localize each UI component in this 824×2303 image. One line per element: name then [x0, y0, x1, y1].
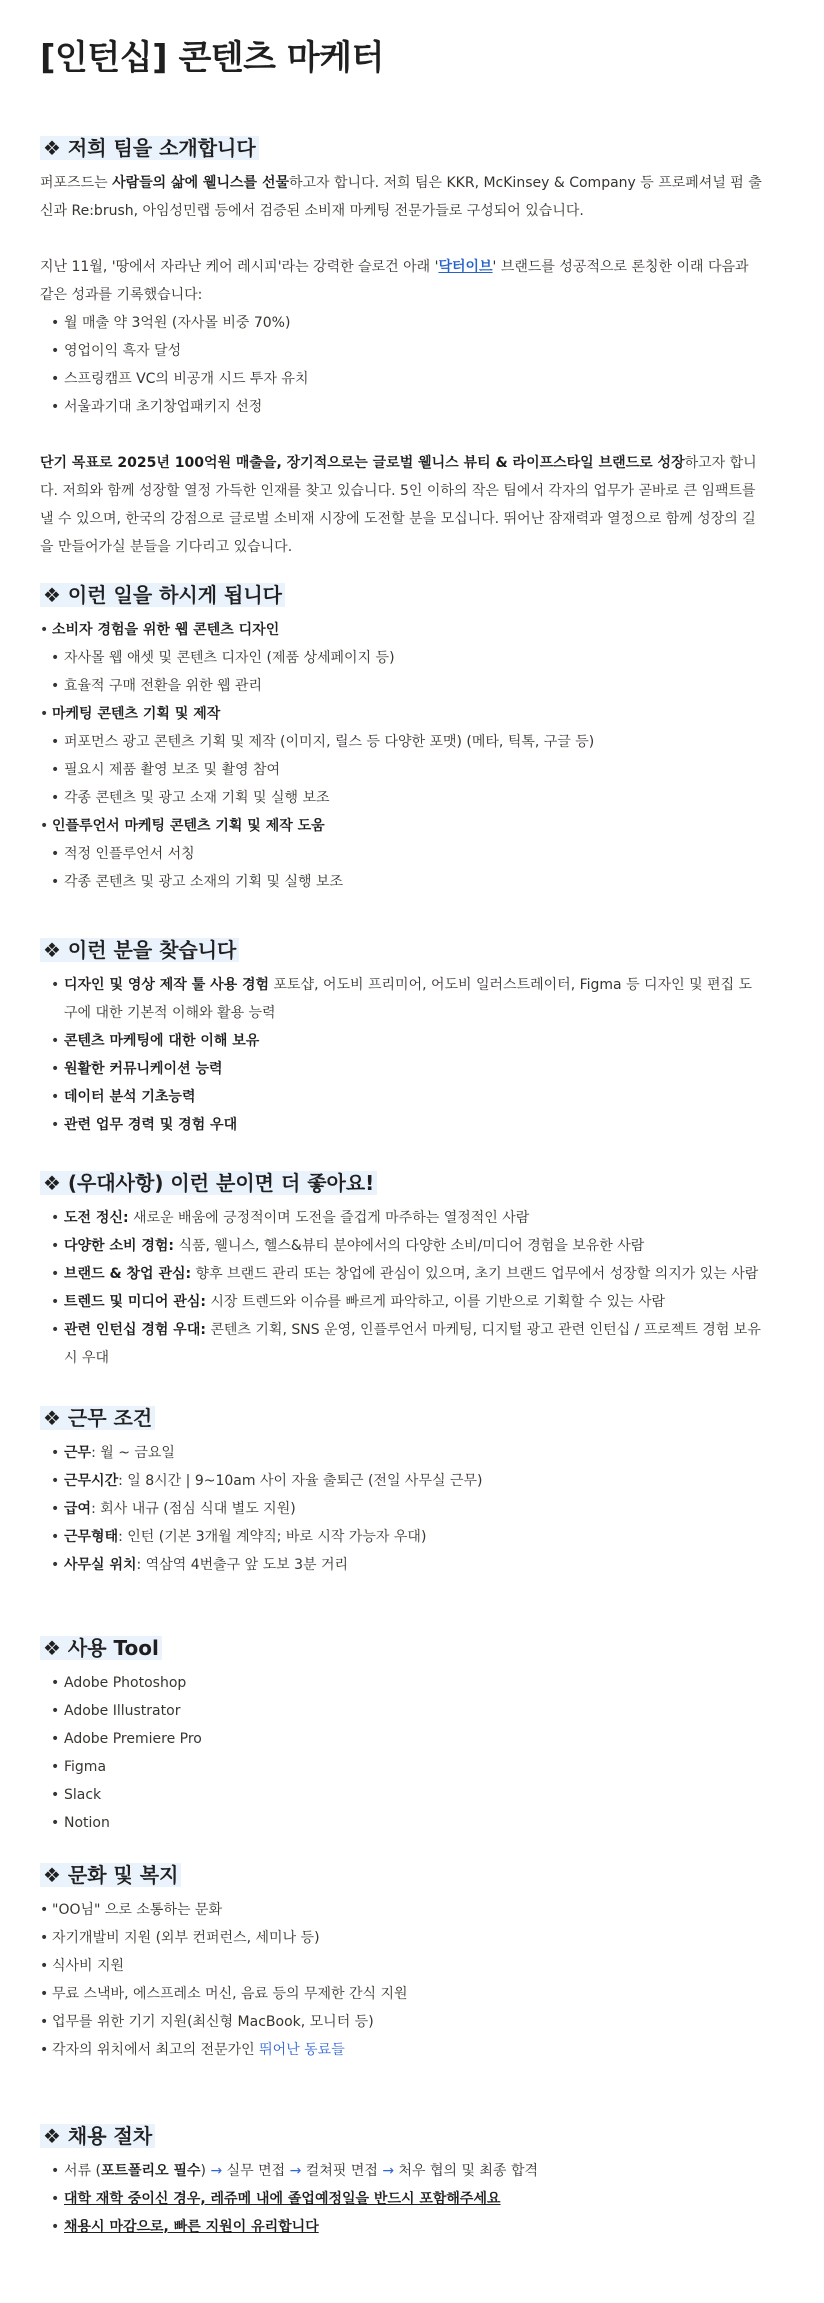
- arrow-right-icon: →: [382, 2163, 395, 2179]
- list-item: • 효율적 구매 전환을 위한 웹 관리: [40, 672, 764, 700]
- list-item: • 콘텐츠 마케팅에 대한 이해 보유: [40, 1027, 764, 1055]
- section-conditions: [40, 1403, 764, 1579]
- preferred-list: [40, 1204, 764, 1372]
- list-item: • 급여: 회사 내규 (점심 식대 별도 지원): [40, 1495, 764, 1523]
- list-item: • 사무실 위치: 역삼역 4번출구 앞 도보 3분 거리: [40, 1551, 764, 1579]
- process-steps: • 서류 (포트폴리오 필수) → 실무 면접 → 컬쳐핏 면접 → 처우 협의 및 최종 합격: [40, 2157, 764, 2185]
- list-item: • 대학 재학 중이신 경우, 레쥬메 내에 졸업예정일을 반드시 포함해주세요: [40, 2185, 764, 2213]
- arrow-right-icon: →: [289, 2163, 302, 2179]
- tools-list: [40, 1669, 764, 1837]
- list-item: • Adobe Photoshop: [40, 1669, 764, 1697]
- list-item: • Notion: [40, 1809, 764, 1837]
- work-group-list: [40, 616, 764, 896]
- list-item: • 트렌드 및 미디어 관심: 시장 트렌드와 이슈를 빠르게 파악하고, 이를 기반으로 기획할 수 있는 사람: [40, 1288, 764, 1316]
- conditions-list: [40, 1439, 764, 1579]
- section-culture: [40, 1860, 764, 2064]
- list-item: • 영업이익 흑자 달성: [40, 337, 764, 365]
- section-heading-tools: ❖ 사용 Tool: [40, 1633, 764, 1663]
- section-preferred: [40, 1168, 764, 1372]
- culture-list: [40, 1896, 764, 2064]
- list-item: • 채용시 마감으로, 빠른 지원이 유리합니다: [40, 2213, 764, 2241]
- section-heading-process: ❖ 채용 절차: [40, 2121, 764, 2151]
- intro-paragraph-2: 지난 11월, '땅에서 자라난 케어 레시피'라는 강력한 슬로건 아래 '닥터이브' 브랜드를 성공적으로 론칭한 이래 다음과 같은 성과를 기록했습니다:: [40, 259, 749, 303]
- requirement-list: [40, 971, 764, 1139]
- list-item: • 브랜드 & 창업 관심: 향후 브랜드 관리 또는 창업에 관심이 있으며, 초기 브랜드 업무에서 성장할 의지가 있는 사람: [40, 1260, 764, 1288]
- list-item: • Slack: [40, 1781, 764, 1809]
- list-item: • 식사비 지원: [40, 1952, 764, 1980]
- list-item: • 월 매출 약 3억원 (자사몰 비중 70%): [40, 309, 764, 337]
- work-group: • 마케팅 콘텐츠 기획 및 제작 • 퍼포먼스 광고 콘텐츠 기획 및 제작 (이미지, 릴스 등 다양한 포맷) (메타, 틱톡, 구글 등) • 필요시 제품 촬영 보조 및 촬영 참여 • 각종 콘텐츠 및 광고 소재 기획 및 실행 보조: [40, 700, 764, 812]
- list-item: • 퍼포먼스 광고 콘텐츠 기획 및 제작 (이미지, 릴스 등 다양한 포맷) (메타, 틱톡, 구글 등): [40, 728, 764, 756]
- list-item: • 원활한 커뮤니케이션 능력: [40, 1055, 764, 1083]
- list-item: • 필요시 제품 촬영 보조 및 촬영 참여: [40, 756, 764, 784]
- section-heading-culture: ❖ 문화 및 복지: [40, 1860, 764, 1890]
- list-item: • 각종 콘텐츠 및 광고 소재의 기획 및 실행 보조: [40, 868, 764, 896]
- section-intro: [40, 133, 764, 561]
- list-item: • 자기개발비 지원 (외부 컨퍼런스, 세미나 등): [40, 1924, 764, 1952]
- page-title: [인턴십] 콘텐츠 마케터: [40, 38, 384, 78]
- list-item: • 무료 스낵바, 에스프레소 머신, 음료 등의 무제한 간식 지원: [40, 1980, 764, 2008]
- process-list: [40, 2157, 764, 2241]
- list-item: • 데이터 분석 기초능력: [40, 1083, 764, 1111]
- section-seek: [40, 935, 764, 1139]
- list-item: • 각종 콘텐츠 및 광고 소재 기획 및 실행 보조: [40, 784, 764, 812]
- section-work: [40, 580, 764, 896]
- intro-paragraph-1: 퍼포즈드는 사람들의 삶에 웰니스를 선물하고자 합니다. 저희 팀은 KKR, McKinsey & Company 등 프로페셔널 펌 출신과 Re:brush, 아임성민랩 등에서 검증된 소비재 마케팅 전문가들로 구성되어 있습니다.: [40, 175, 762, 219]
- section-heading-work: ❖ 이런 일을 하시게 됩니다: [40, 580, 764, 610]
- intro-paragraph-3: 단기 목표로 2025년 100억원 매출을, 장기적으로는 글로벌 웰니스 뷰티 & 라이프스타일 브랜드로 성장하고자 합니다. 저희와 함께 성장할 열정 가득한 인재를 찾고 있습니다. 5인 이하의 작은 팀에서 각자의 업무가 곧바로 큰 임팩트를 낼 수 있으며, 한국의 강점으로 글로벌 소비재 시장에 도전할 분을 모십니다. 뛰어난 잠재력과 열정으로 함께 성장의 길을 만들어가실 분들을 기다리고 있습니다.: [40, 455, 757, 555]
- list-item: • 스프링캠프 VC의 비공개 시드 투자 유치: [40, 365, 764, 393]
- list-item: • 도전 정신: 새로운 배움에 긍정적이며 도전을 즐겁게 마주하는 열정적인 사람: [40, 1204, 764, 1232]
- arrow-right-icon: →: [210, 2163, 223, 2179]
- list-item: • 업무를 위한 기기 지원(최신형 MacBook, 모니터 등): [40, 2008, 764, 2036]
- list-item: • 디자인 및 영상 제작 툴 사용 경험 포토샵, 어도비 프리미어, 어도비 일러스트레이터, Figma 등 디자인 및 편집 도구에 대한 기본적 이해와 활용 능력: [40, 971, 764, 1027]
- work-group: • 인플루언서 마케팅 콘텐츠 기획 및 제작 도움 • 적정 인플루언서 서칭 • 각종 콘텐츠 및 광고 소재의 기획 및 실행 보조: [40, 812, 764, 896]
- list-item: • Adobe Illustrator: [40, 1697, 764, 1725]
- list-item: • 근무시간: 일 8시간 | 9~10am 사이 자율 출퇴근 (전일 사무실 근무): [40, 1467, 764, 1495]
- list-item: • Adobe Premiere Pro: [40, 1725, 764, 1753]
- list-item: • Figma: [40, 1753, 764, 1781]
- section-heading-intro: ❖ 저희 팀을 소개합니다: [40, 133, 764, 163]
- achievement-list: [40, 309, 764, 421]
- list-item: • 근무형태: 인턴 (기본 3개월 계약직; 바로 시작 가능자 우대): [40, 1523, 764, 1551]
- brand-link[interactable]: 닥터이브: [438, 259, 493, 275]
- work-group: • 소비자 경험을 위한 웹 콘텐츠 디자인 • 자사몰 웹 애셋 및 콘텐츠 디자인 (제품 상세페이지 등) • 효율적 구매 전환을 위한 웹 관리: [40, 616, 764, 700]
- list-item: • 적정 인플루언서 서칭: [40, 840, 764, 868]
- section-heading-seek: ❖ 이런 분을 찾습니다: [40, 935, 764, 965]
- list-item: • 관련 업무 경력 및 경험 우대: [40, 1111, 764, 1139]
- list-item: • 다양한 소비 경험: 식품, 웰니스, 헬스&뷰티 분야에서의 다양한 소비/미디어 경험을 보유한 사람: [40, 1232, 764, 1260]
- section-heading-preferred: ❖ (우대사항) 이런 분이면 더 좋아요!: [40, 1168, 764, 1198]
- list-item: • 서울과기대 초기창업패키지 선정: [40, 393, 764, 421]
- section-process: [40, 2121, 764, 2241]
- list-item: • 각자의 위치에서 최고의 전문가인 뛰어난 동료들: [40, 2036, 764, 2064]
- list-item: • 근무: 월 ~ 금요일: [40, 1439, 764, 1467]
- list-item: • 자사몰 웹 애셋 및 콘텐츠 디자인 (제품 상세페이지 등): [40, 644, 764, 672]
- list-item: • 관련 인턴십 경험 우대: 콘텐츠 기획, SNS 운영, 인플루언서 마케팅, 디지털 광고 관련 인턴십 / 프로젝트 경험 보유 시 우대: [40, 1316, 764, 1372]
- section-tools: [40, 1633, 764, 1837]
- list-item: • "OO님" 으로 소통하는 문화: [40, 1896, 764, 1924]
- section-heading-conditions: ❖ 근무 조건: [40, 1403, 764, 1433]
